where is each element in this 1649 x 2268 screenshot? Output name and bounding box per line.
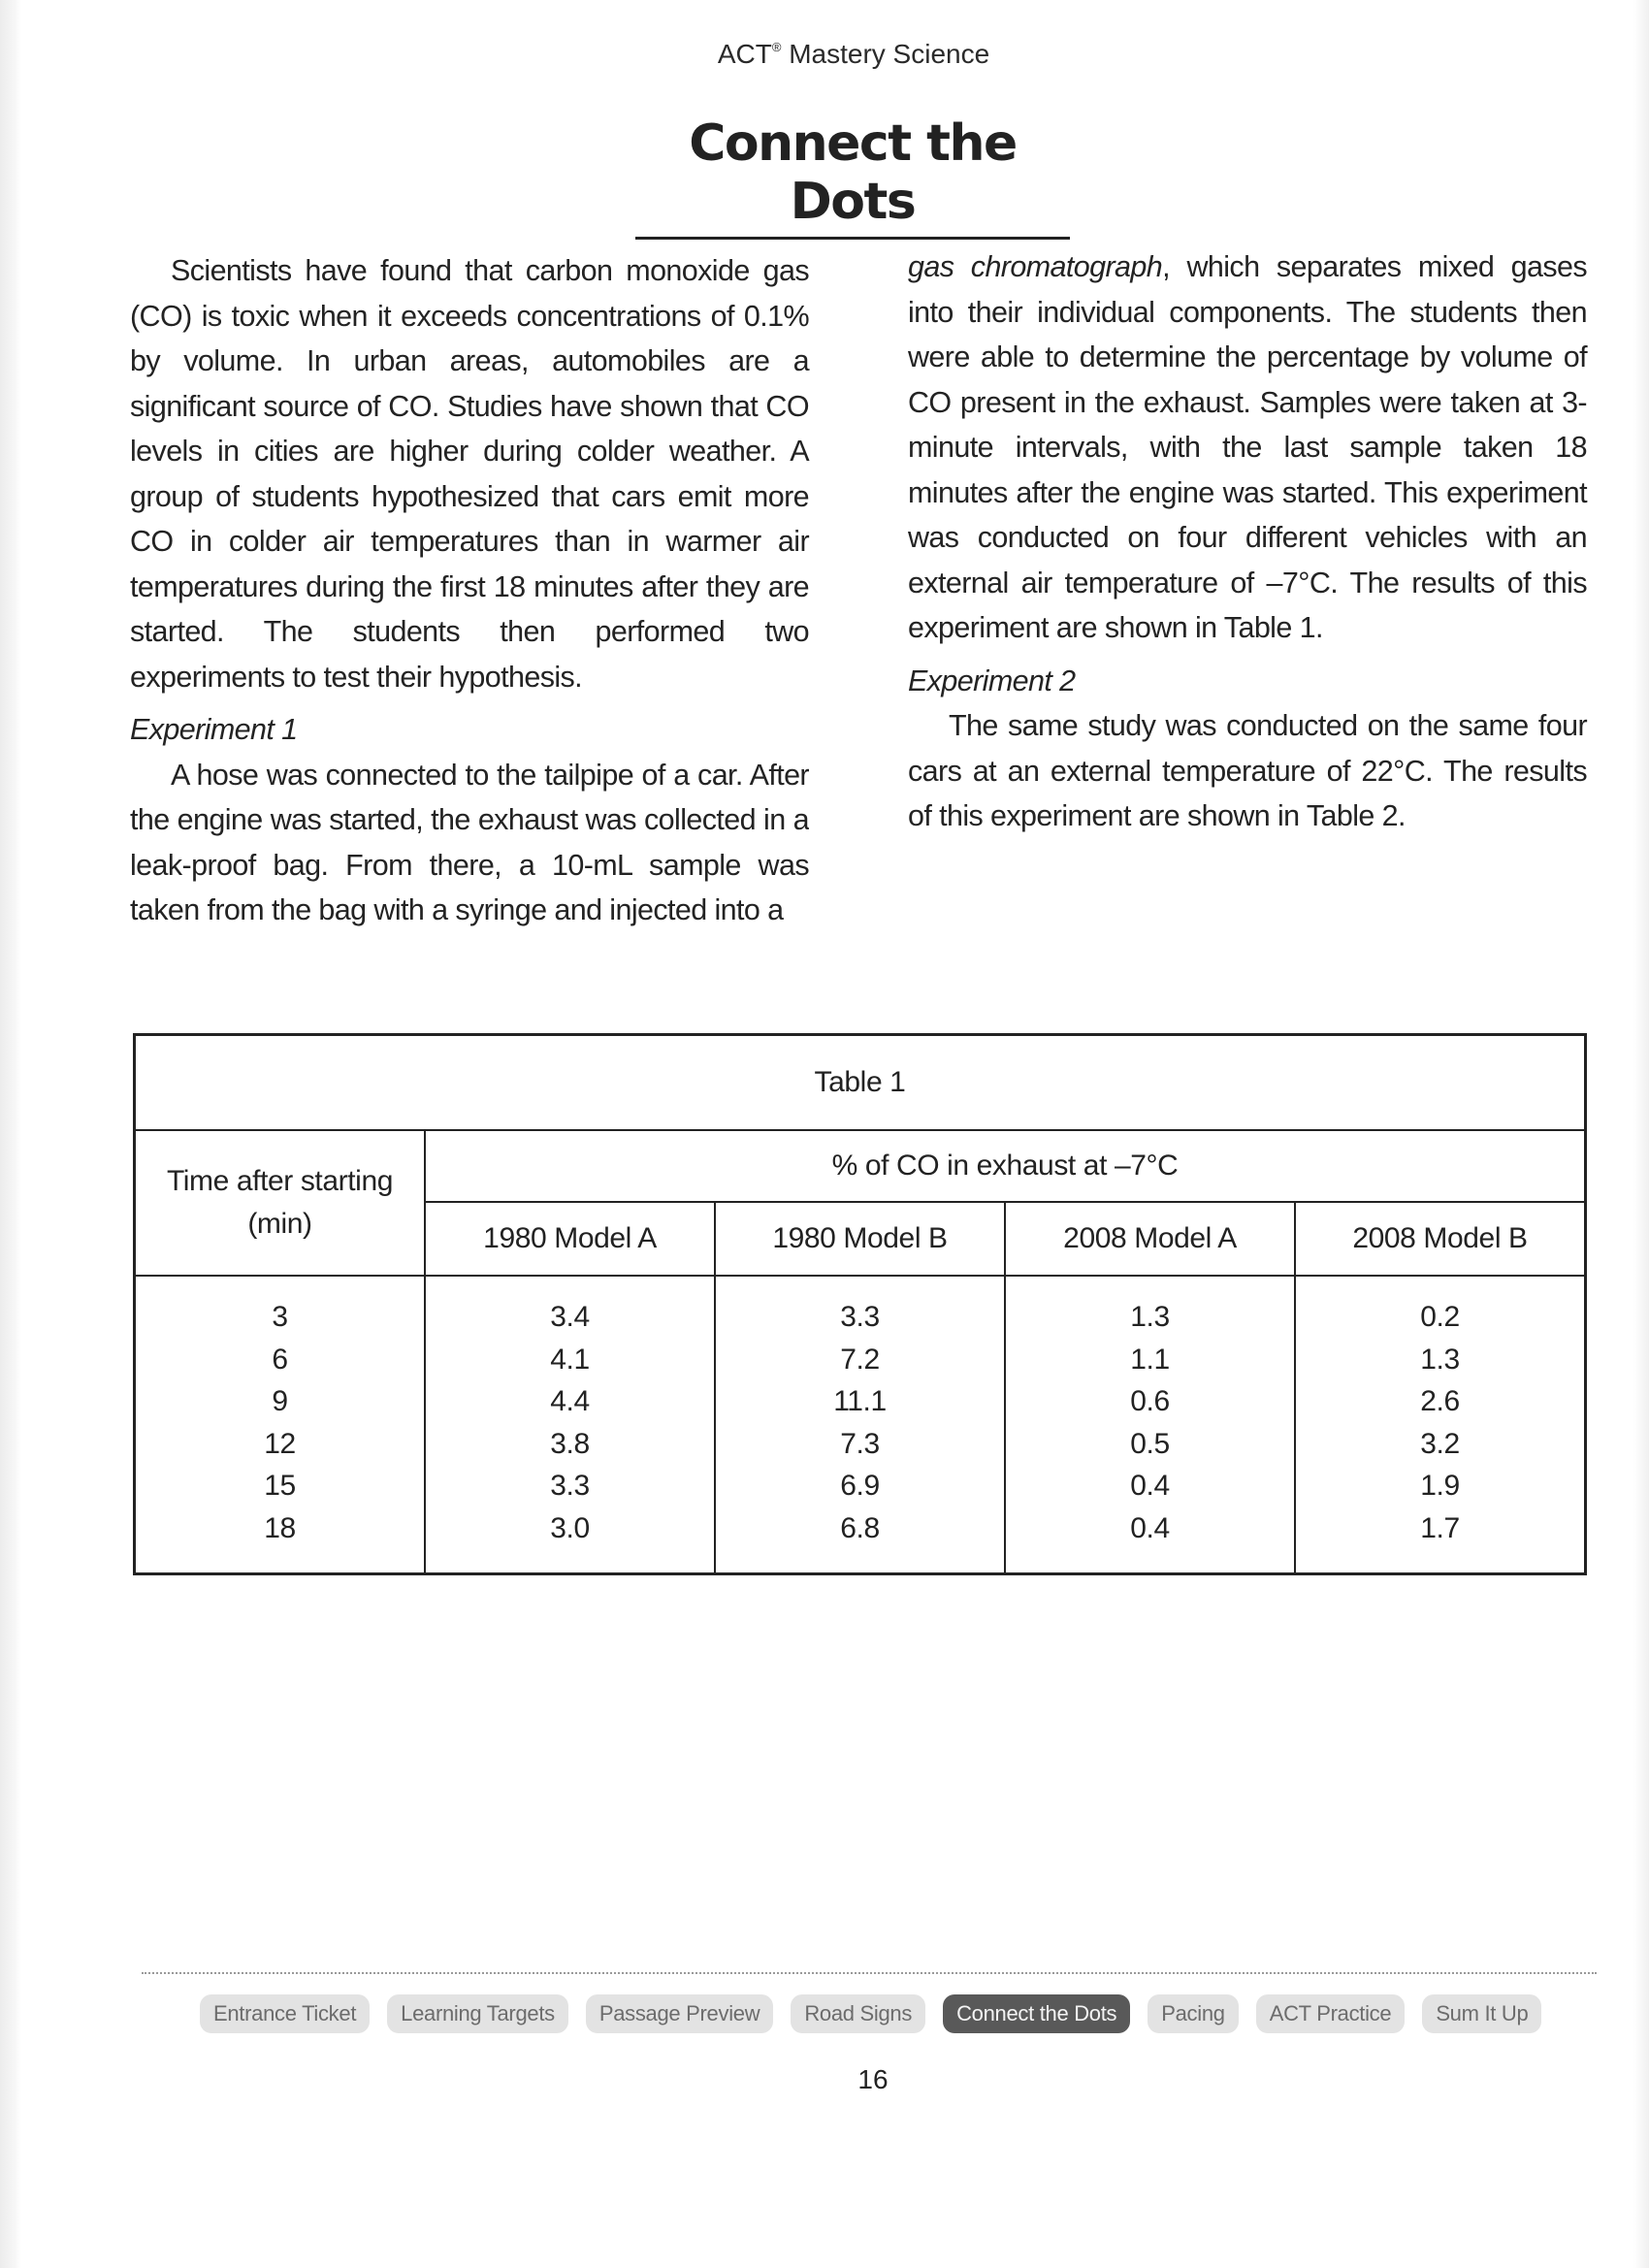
experiment-1-italic-term	[908, 250, 1162, 283]
time-value: 12	[264, 1427, 296, 1460]
time-value: 9	[272, 1385, 288, 1417]
co-value: 3.3	[840, 1301, 880, 1333]
registered-mark: ®	[771, 40, 782, 54]
co-value: 1.3	[1420, 1343, 1460, 1376]
group-header-co: % of CO in exhaust at –7°C	[425, 1130, 1584, 1202]
co-value: 1.9	[1420, 1470, 1460, 1502]
time-column	[136, 1276, 425, 1572]
co-value: 0.4	[1130, 1511, 1170, 1544]
page-title: Connect the Dots	[635, 114, 1070, 240]
experiment-1-heading: Experiment 1	[130, 713, 298, 746]
co-value: 6.9	[840, 1470, 880, 1502]
experiment-1-paragraph	[130, 753, 809, 933]
co-value: 3.2	[1420, 1427, 1460, 1460]
time-value: 6	[272, 1343, 288, 1376]
co-value: 3.4	[550, 1301, 590, 1333]
scan-shadow-right	[1633, 0, 1649, 2268]
co-value: 3.0	[550, 1511, 590, 1544]
co-value: 0.2	[1420, 1301, 1460, 1333]
lesson-nav	[200, 1994, 1541, 2033]
footer-divider	[142, 1972, 1597, 1974]
co-value: 4.4	[550, 1385, 590, 1417]
time-value: 3	[272, 1301, 288, 1333]
running-head	[0, 39, 1649, 70]
co-value: 2.6	[1420, 1385, 1460, 1417]
running-head-prefix: ACT	[717, 39, 772, 69]
co-value: 6.8	[840, 1511, 880, 1544]
intro-paragraph: Scientists have found that carbon monoxide gas (CO) is toxic when it exceeds concentrations of 0.1% by volume. In urban areas, automobiles are a significant source of CO. Studies have shown that CO levels in cities are higher during colder weather. A group of students hypothesized that cars emit more CO in colder air temperatures than in warmer air temperatures during the first 18 minutes after they are started. The students then performed two experiments to test their hypothesis.	[130, 254, 809, 694]
co-value: 3.3	[550, 1470, 590, 1502]
co-value: 0.6	[1130, 1385, 1170, 1417]
nav-tab-sum-it-up[interactable]: Sum It Up	[1422, 1994, 1541, 2033]
co-value: 0.4	[1130, 1470, 1170, 1502]
values-2008-model-b	[1295, 1276, 1584, 1572]
values-2008-model-a	[1005, 1276, 1295, 1572]
table-1-grid	[136, 1036, 1584, 1572]
nav-tab-passage-preview[interactable]: Passage Preview	[586, 1994, 773, 2033]
nav-tab-pacing[interactable]: Pacing	[1148, 1994, 1238, 2033]
table-1	[133, 1033, 1587, 1575]
co-value: 7.3	[840, 1427, 880, 1460]
co-value: 3.8	[550, 1427, 590, 1460]
experiment-2-paragraph: The same study was conducted on the same four cars at an external temperature of 22°C. The results of this experiment are shown in Table 2.	[908, 709, 1587, 832]
co-value: 0.5	[1130, 1427, 1170, 1460]
column-header-1980-model-b: 1980 Model B	[715, 1202, 1005, 1276]
nav-tab-learning-targets[interactable]: Learning Targets	[387, 1994, 568, 2033]
co-value: 7.2	[840, 1343, 880, 1376]
co-value: 1.3	[1130, 1301, 1170, 1333]
scan-shadow-left	[0, 0, 21, 2268]
co-value: 1.1	[1130, 1343, 1170, 1376]
column-header-2008-model-a: 2008 Model A	[1005, 1202, 1295, 1276]
left-column	[130, 248, 809, 933]
values-1980-model-a	[425, 1276, 715, 1572]
co-value: 4.1	[550, 1343, 590, 1376]
experiment-1-text-part1: A hose was connected to the tailpipe of a car. After the engine was started, the exhaust was collected in a leak-proof bag. From there, a 10-mL sample was taken from the bag with a syringe and injected into a	[130, 758, 809, 926]
time-value: 15	[264, 1470, 296, 1502]
nav-tab-act-practice[interactable]: ACT Practice	[1256, 1994, 1406, 2033]
running-head-suffix: Mastery Science	[781, 39, 990, 69]
time-value: 18	[264, 1511, 296, 1544]
table-group-header-row	[136, 1130, 1584, 1202]
column-header-2008-model-b: 2008 Model B	[1295, 1202, 1584, 1276]
nav-tab-entrance-ticket[interactable]: Entrance Ticket	[200, 1994, 370, 2033]
experiment-1-continued	[908, 244, 1587, 651]
nav-tab-connect-the-dots[interactable]: Connect the Dots	[943, 1994, 1130, 2033]
experiment-1-text-part2: , which separates mixed gases into their individual components. The students then were able to determine the percentage by volume of CO present in the exhaust. Samples were taken at 3-minute intervals, with the last sample taken 18 minutes after the engine was started. This experiment was conducted on four different vehicles with an external air temperature of –7°C. The results of this experiment are shown in Table 1.	[908, 250, 1587, 644]
table-caption-row	[136, 1036, 1584, 1130]
co-value: 11.1	[833, 1385, 887, 1417]
column-header-1980-model-a: 1980 Model A	[425, 1202, 715, 1276]
table-caption: Table 1	[136, 1036, 1584, 1130]
row-header-time: Time after starting (min)	[136, 1130, 425, 1276]
gas-chromatograph-term: gas chromatograph	[908, 250, 1163, 283]
page-number: 16	[857, 2064, 889, 2094]
table-body-row	[136, 1276, 1584, 1572]
co-value: 1.7	[1420, 1511, 1460, 1544]
right-column	[908, 244, 1587, 839]
nav-tab-road-signs[interactable]: Road Signs	[791, 1994, 925, 2033]
experiment-2-heading: Experiment 2	[908, 664, 1076, 697]
values-1980-model-b	[715, 1276, 1005, 1572]
